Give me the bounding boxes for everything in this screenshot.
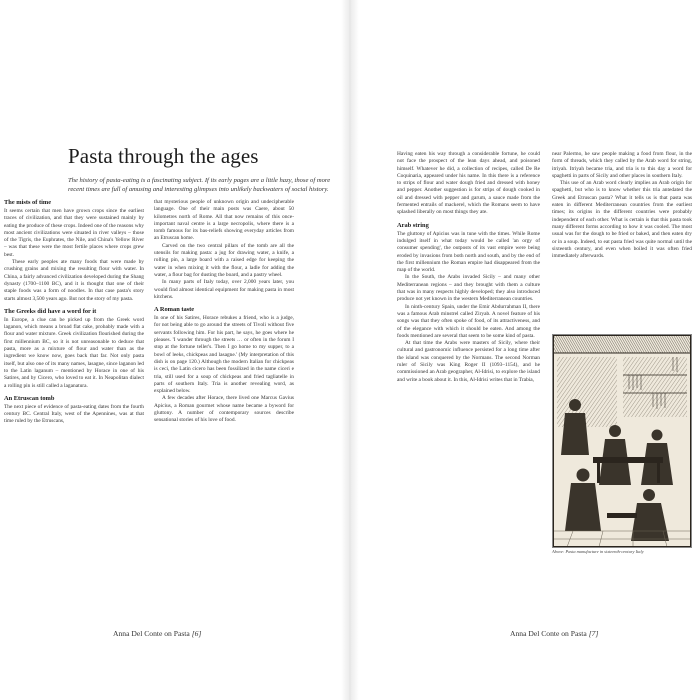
illustration-caption: Above: Pasta manufacture in sixteenth-century Italy [552,549,644,554]
folio-author: Anna Del Conte on Pasta [510,629,587,638]
right-column-2 [552,151,692,260]
paragraph: Having eaten his way through a considerable fortune, he could not face the prospect of the lean days ahead, and poisoned himself. Whatever he did, a collection of recipes, called De Re Coquinaria, appeared under his name. In this there is a reference to strips of flour and water dough fried and dressed with honey and pepper. Another suggestion is for strips of dough cooked in oil and dressed with pepper and garum, a sauce made from the fermented entrails of mackerel, which the Romans seem to have splashed liberally on most things they ate. [397,151,540,216]
page-number: [7] [588,629,599,638]
section-heading: The mists of time [4,199,52,206]
section-heading: A Roman taste [154,306,195,314]
pasta-engraving-illustration [552,334,692,548]
folio-right [510,629,598,638]
paragraph: At that time the Arabs were masters of Sicily, where their cultural and gastronomic influence persisted for a long time after the island was conquered by the Normans. The second Norman ruler of Sicily was King Roger II (1093–1154), and he commissioned an Arab geographer, Al-Idrisi, to explore the island and write a book about it. In this, Al-Idrisi writes that in Trabia, [397,340,540,383]
paragraph: The gluttony of Apicius was in tune with the times. While Rome indulged itself in what today would be called 'an orgy of consumer spending', the outposts of its vast empire were being eroded by invasions from both north and south, and by the end of the first millennium the Roman empire had disappeared from the map of the world. [397,230,540,274]
paragraph: These early peoples ate many foods that were made by crushing grains and mixing the resulting flour with water. In China, a fairly advanced civilization developed during the Shang dynasty (1700–1100 BC), and it is thought that one of their staple foods was a form of noodles. In that case pasta's story starts almost 3,500 years ago. But not the story of my pasta. [4,259,144,302]
paragraph: that mysterious people of unknown origin and undecipherable language. One of their main posts was Caere, about 50 kilometres north of Rome. All that now remains of this once-important naval centre is a large necropolis, where there is a tomb famous for its bas-reliefs showing everyday articles from an Etruscan home. [154,199,294,242]
engraving-drawing [553,335,691,547]
chapter-intro: The history of pasta-eating is a fascinating subject. If its early pages are a little hazy, those of more recent times are full of amusing and interesting glimpses into unlikely backwaters of social history. [68,177,331,194]
paragraph: A few decades after Horace, there lived one Marcus Gavius Apicius, a Roman gourmet whose name became a byword for gluttony. A number of contemporary sources describe sensational stories of his love of food. [154,395,294,424]
paragraph: In one of his Satires, Horace rebukes a friend, who is a judge, for not being able to go around the streets of Tivoli without five servants following him. For his part, he says, he goes where he pleases. 'I wander through the streets … or often in the forum I stop at the fortune teller's. Then I go home to my supper, to a bowl of leeks, chickpeas and lasagne.' (My interpretation of this dish is on page 120.) Although the modern Italian for chickpeas is ceci, the Latin cicero has been fossilized in the name ciceri e tria, still used for a soup of chickpeas and fried tagliatelle in parts of southern Italy. Tria is another revealing word, as explained below. [154,315,294,395]
right-column-1 [397,151,540,384]
paragraph: It seems certain that men have grown crops since the earliest traces of civilization, and that they were sustained mainly by eating the produce of these crops. Indeed one of the reasons why most ancient civilizations were situated in river valleys – those of the Tigris, the Euphrates, the Nile, and China's Yellow River – was that these were the most fertile places where crops grew best. [4,208,144,258]
page-number: [6] [191,629,202,638]
left-column-2 [154,199,294,425]
paragraph: In the South, the Arabs invaded Sicily – and many other Mediterranean regions – and they brought with them a culture that was in many respects highly developed; they also introduced produce not yet known in the western Mediterranean countries. [397,274,540,303]
paragraph: The next piece of evidence of pasta-eating dates from the fourth century BC. Central Italy, west of the Apennines, was at that time ruled by the Etruscans, [4,403,144,425]
chapter-title: Pasta through the ages [68,144,259,168]
paragraph: near Palermo, he saw people making a food from flour, in the form of threads, which they called by the Arab word for string, itriyah. Itriyah became tria, and tria is to this day a word for spaghetti in parts of Sicily and other places in southern Italy. [552,151,692,179]
paragraph: This use of an Arab word clearly implies an Arab origin for spaghetti, but who is to know whether this tria antedated the Greek and Etruscan pasta? What it tells us is that pasta was eaten in different Mediterranean countries from the earliest times; its origins in the different countries were probably independent of each other. What is certain is that this pasta took many different forms according to how it was cooled. The most usual was for the dough to be fried or baked, and then eaten dry or in a soup. Indeed, to eat pasta fried was quite normal until the sixteenth century, and even when boiled it was often fried immediately afterwards. [552,180,692,260]
section-heading: An Etruscan tomb [4,394,55,402]
section-heading: The Greeks did have a word for it [4,307,97,315]
folio-left [113,629,201,638]
paragraph: In many parts of Italy today, over 2,000 years later, you would find almost identical equipment for making pasta in most kitchens. [154,279,294,300]
paragraph: Carved on the two central pillars of the tomb are all the utensils for making pasta: a jug for drawing water, a knife, a rolling pin, a large board with a raised edge for keeping the water in when mixing it with the flour, a ladle for adding the water, a flour bag for dusting the board, and a pastry wheel. [154,242,294,278]
left-column-1 [4,199,144,426]
section-heading: Arab string [397,221,429,229]
paragraph: In Europe, a clue can be picked up from the Greek word laganon, which means a broad flat cake, probably made with a flour and water mixture. Greek civilization flourished during the first millennium BC, so it is not unreasonable to deduce that pasta, more as a mixture of flour and water than as the ingredient we know now, goes back that far. Not only pasta itself, but also one of its many names, lasagne, since laganon led to the Latin laganum – mentioned by Horace in one of his Satires, and by Cicero, who loved to eat it. In Neapolitan dialect a rolling pin is still called a laganatura. [4,316,144,389]
paragraph: In ninth-century Spain, under the Emir Abdurrahman II, there was a famous Arab minstrel called Ziryab. A novel feature of his songs was that they often spoke of food, of its attractiveness, and of the elegance with which it should be eaten. And among the foods mentioned are several that seem to be some kind of pasta. [397,303,540,339]
folio-author: Anna Del Conte on Pasta [113,629,190,638]
